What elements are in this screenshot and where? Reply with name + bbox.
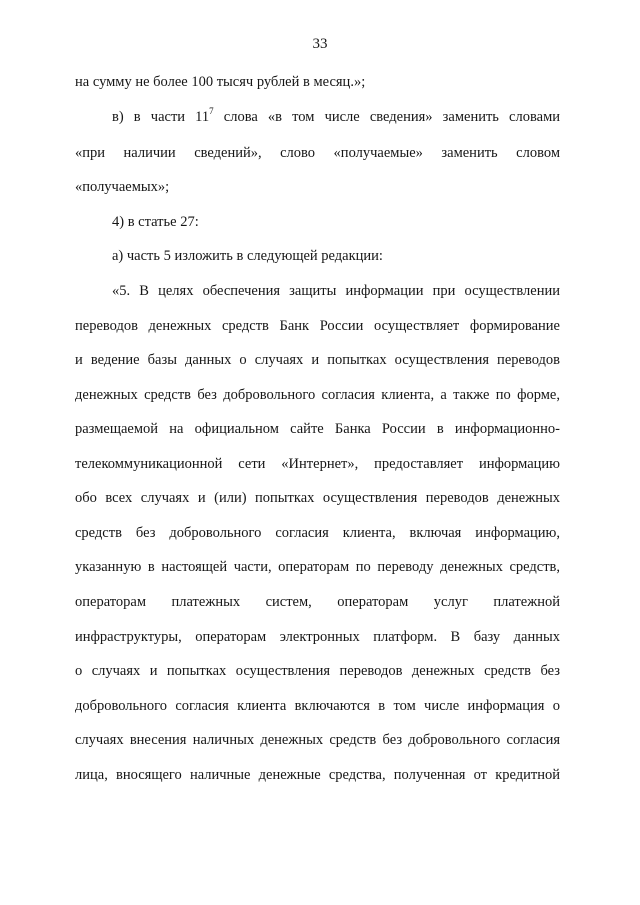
text-line: переводов денежных средств Банк России осуществляет формирование <box>75 318 560 334</box>
text-line: 4) в статье 27: <box>112 214 199 230</box>
text-line <box>112 107 560 127</box>
text-fragment: в) в части 11 <box>112 109 210 125</box>
text-line: размещаемой на официальном сайте Банка России в информационно- <box>75 421 560 437</box>
text-line: а) часть 5 изложить в следующей редакции: <box>112 248 383 264</box>
page-number: 33 <box>312 36 328 52</box>
text-line: на сумму не более 100 тысяч рублей в месяц.»; <box>75 74 366 90</box>
text-line: инфраструктуры, операторам электронных платформ. В базу данных <box>75 629 560 645</box>
text-line: средств без добровольного согласия клиента, включая информацию, <box>75 525 560 541</box>
text-line: обо всех случаях и (или) попытках осуществления переводов денежных <box>75 490 560 506</box>
text-line: денежных средств без добровольного согласия клиента, а также по форме, <box>75 387 560 403</box>
text-line: указанную в настоящей части, операторам по переводу денежных средств, <box>75 559 560 575</box>
text-line: случаях внесения наличных денежных средств без добровольного согласия <box>75 732 560 748</box>
text-line: «при наличии сведений», слово «получаемые» заменить словом <box>75 145 560 161</box>
text-line: лица, вносящего наличные денежные средства, полученная от кредитной <box>75 767 560 783</box>
superscript: 7 <box>209 106 214 117</box>
text-line: «получаемых»; <box>75 179 170 195</box>
text-line: добровольного согласия клиента включаются в том числе информация о <box>75 698 560 714</box>
text-fragment: слова «в том числе сведения» заменить словами <box>213 109 560 125</box>
text-line: «5. В целях обеспечения защиты информации при осуществлении <box>112 283 560 299</box>
text-line: операторам платежных систем, операторам услуг платежной <box>75 594 560 610</box>
text-line: и ведение базы данных о случаях и попытках осуществления переводов <box>75 352 560 368</box>
text-line: телекоммуникационной сети «Интернет», предоставляет информацию <box>75 456 560 472</box>
text-line: о случаях и попытках осуществления переводов денежных средств без <box>75 663 560 679</box>
